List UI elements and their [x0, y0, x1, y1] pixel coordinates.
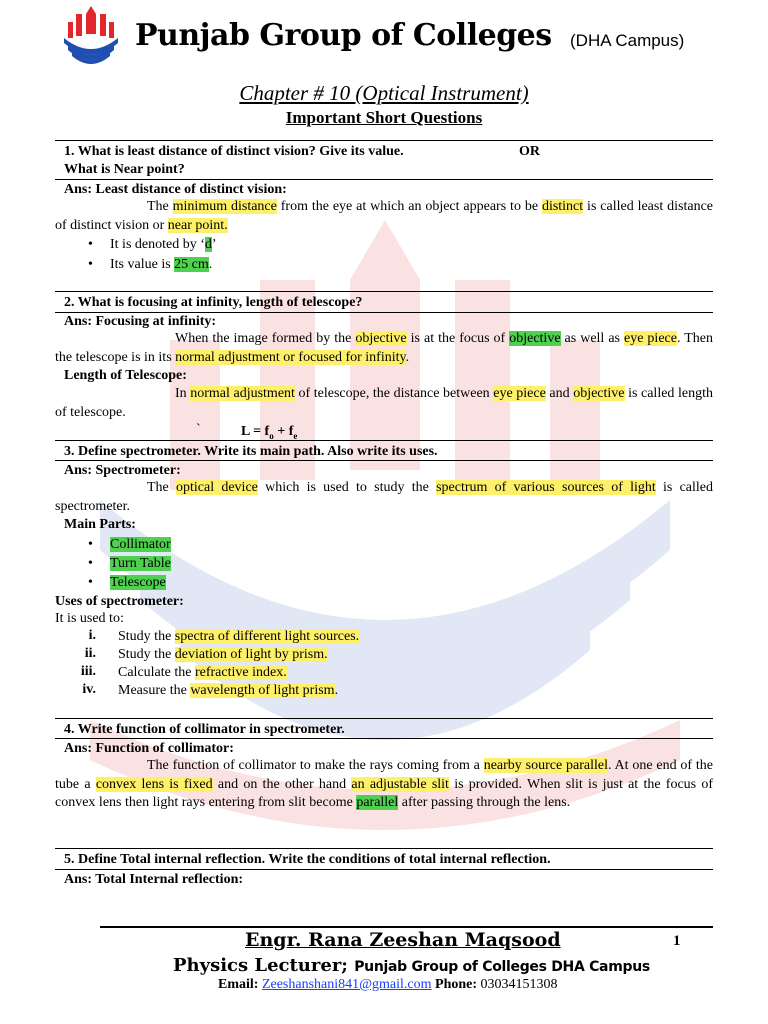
list-item-text: Its value is 25 cm. — [110, 257, 213, 272]
chapter-title: Chapter # 10 (Optical Instrument) — [239, 81, 529, 105]
contact-line: Email: Zeeshanshani841@gmail.com Phone: 03034151308 — [218, 977, 558, 992]
divider — [55, 440, 713, 441]
phone-number: 03034151308 — [480, 977, 558, 992]
campus-label: (DHA Campus) — [570, 31, 685, 50]
divider — [55, 291, 713, 292]
page-number: 1 — [673, 933, 681, 949]
divider — [55, 460, 713, 461]
question-4: 4. Write function of collimator in spectrometer. — [64, 722, 345, 737]
answer-4-heading: Ans: Function of collimator: — [64, 741, 234, 756]
list-number: iv. — [82, 682, 96, 697]
list-number: iii. — [80, 664, 96, 679]
list-item: • — [88, 556, 93, 571]
section-subtitle: Important Short Questions — [285, 108, 483, 127]
question-1: 1. What is least distance of distinct vision? Give its value. — [64, 144, 404, 159]
uses-intro: It is used to: — [55, 611, 124, 626]
question-3: 3. Define spectrometer. Write its main path. Also write its uses. — [64, 444, 438, 459]
list-item: • — [88, 575, 93, 590]
question-1-alt: What is Near point? — [64, 162, 185, 177]
list-item-text: Turn Table — [110, 556, 171, 571]
divider — [55, 140, 713, 141]
question-5: 5. Define Total internal reflection. Write the conditions of total internal reflection. — [64, 852, 551, 867]
author-title: Physics Lecturer; Punjab Group of Colleges DHA Campus — [173, 955, 650, 976]
length-heading: Length of Telescope: — [64, 368, 187, 383]
length-text: In normal adjustment of telescope, the distance between eye piece and objective is called length of telescope. — [55, 386, 713, 420]
list-number: i. — [88, 628, 96, 643]
list-item-text: Calculate the refractive index. — [118, 665, 287, 680]
list-item-text: Collimator — [110, 537, 171, 552]
list-item: • — [88, 257, 93, 272]
divider — [55, 718, 713, 719]
answer-1-text: The minimum distance from the eye at which an object appears to be distinct is called least distance of distinct vision or near point. — [55, 199, 713, 233]
divider — [55, 738, 713, 739]
uses-heading: Uses of spectrometer: — [55, 594, 184, 609]
email-link[interactable]: Zeeshanshani841@gmail.com — [261, 977, 432, 992]
list-item-text: Study the deviation of light by prism. — [118, 647, 328, 662]
divider — [55, 869, 713, 870]
list-item: • — [88, 537, 93, 552]
answer-2-heading: Ans: Focusing at infinity: — [64, 314, 217, 329]
college-logo — [60, 4, 122, 72]
list-item-text: Study the spectra of different light sources. — [118, 629, 360, 644]
or-label: OR — [519, 144, 540, 159]
answer-3-heading: Ans: Spectrometer: — [64, 463, 181, 478]
answer-3-text: The optical device which is used to study the spectrum of various sources of light is called spectrometer. — [55, 480, 714, 514]
divider — [55, 179, 713, 180]
list-number: ii. — [84, 646, 96, 661]
list-item-text: Measure the wavelength of light prism. — [118, 683, 339, 698]
list-item-text: It is denoted by ‘d’ — [110, 237, 217, 252]
list-item: • — [88, 237, 93, 252]
tick-mark: ` — [196, 422, 201, 437]
question-2: 2. What is focusing at infinity, length of telescope? — [64, 295, 363, 310]
answer-2-text: When the image formed by the objective is at the focus of objective as well as eye piece. Then the telescope is in its normal adjustment or focused for infinity. — [55, 331, 713, 365]
main-parts-heading: Main Parts: — [64, 517, 136, 532]
answer-4-text: The function of collimator to make the rays coming from a nearby source parallel. At one end of the tube a convex lens is fixed and on the other hand an adjustable slit is provided. When slit is just at the focus of convex lens then light rays entering from slit become parallel after passing through the lens. — [55, 758, 714, 810]
formula: $L = f_o + f_e$ — [241, 424, 298, 441]
answer-1-heading: Ans: Least distance of distinct vision: — [64, 182, 287, 197]
list-item-text: Telescope — [110, 575, 166, 590]
author-name: Engr. Rana Zeeshan Maqsood — [245, 929, 561, 951]
college-name: Punjab Group of Colleges — [135, 18, 552, 53]
divider — [55, 848, 713, 849]
footer-divider — [100, 926, 713, 928]
answer-5-heading: Ans: Total Internal reflection: — [64, 872, 244, 887]
